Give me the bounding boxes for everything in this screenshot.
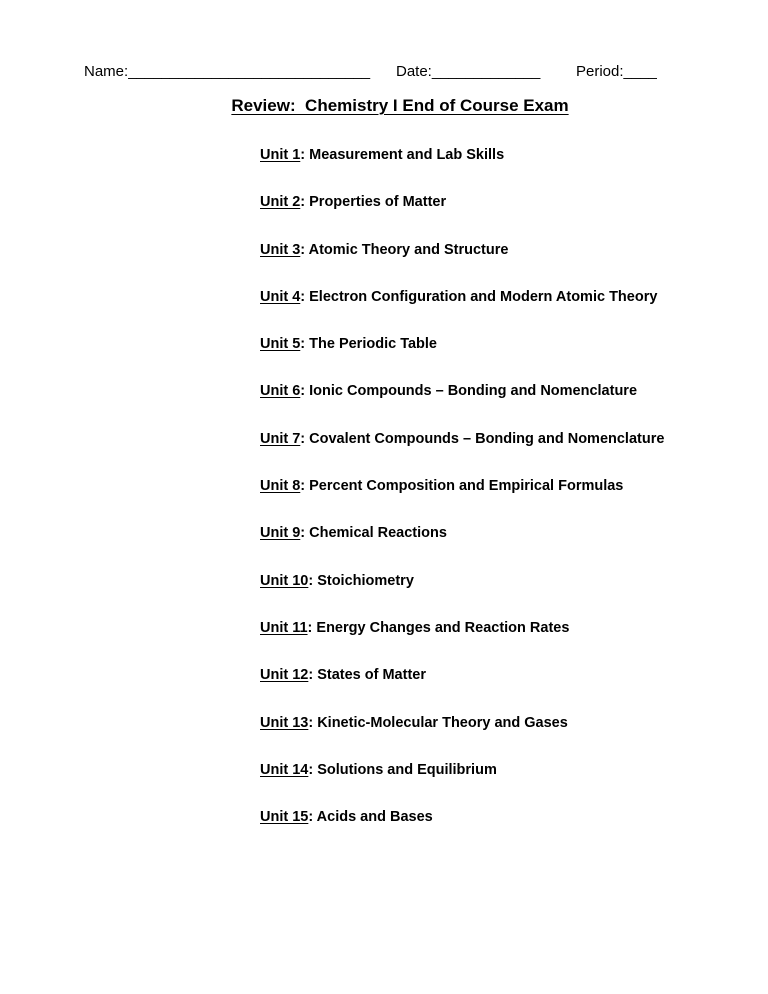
unit-separator: : [300, 288, 310, 305]
unit-label: Unit 3 [260, 241, 301, 258]
unit-label: Unit 12 [260, 667, 309, 684]
unit-separator: : [308, 761, 318, 778]
unit-separator: : [307, 619, 317, 636]
unit-item-13 [260, 714, 664, 732]
unit-label: Unit 8 [260, 478, 301, 495]
unit-label: Unit 1 [260, 147, 301, 163]
unit-title: Ionic Compounds – Bonding and Nomenclature [309, 383, 638, 400]
unit-separator: : [300, 147, 310, 163]
date-label: Date: [396, 63, 432, 80]
unit-item-9 [260, 524, 664, 542]
unit-separator: : [308, 572, 318, 589]
unit-item-15 [260, 808, 664, 826]
unit-separator: : [300, 525, 310, 542]
unit-title: Acids and Bases [316, 809, 433, 826]
unit-label: Unit 6 [260, 383, 301, 400]
unit-label: Unit 15 [260, 809, 309, 826]
unit-title: Energy Changes and Reaction Rates [316, 619, 570, 636]
unit-label: Unit 11 [260, 619, 308, 636]
date-field [396, 63, 540, 81]
unit-title: The Periodic Table [309, 336, 437, 353]
unit-title: Kinetic-Molecular Theory and Gases [317, 714, 568, 731]
unit-title: Measurement and Lab Skills [309, 147, 505, 163]
unit-item-5 [260, 335, 664, 353]
unit-label: Unit 9 [260, 525, 301, 542]
unit-item-2 [260, 193, 664, 211]
unit-label: Unit 2 [260, 194, 301, 211]
unit-label: Unit 5 [260, 336, 301, 353]
page-title-text: Review: Chemistry I End of Course Exam [231, 96, 569, 115]
unit-item-7 [260, 430, 664, 448]
unit-label: Unit 13 [260, 714, 309, 731]
period-label: Period: [576, 63, 624, 80]
unit-title: Solutions and Equilibrium [317, 761, 497, 778]
unit-separator: : [308, 809, 317, 826]
date-blank-line: _____________ [431, 63, 541, 80]
unit-label: Unit 4 [260, 288, 301, 305]
unit-separator: : [300, 430, 310, 447]
unit-separator: : [300, 478, 310, 495]
unit-label: Unit 10 [260, 572, 309, 589]
unit-title: States of Matter [317, 667, 426, 684]
unit-item-11 [260, 619, 664, 637]
unit-separator: : [308, 714, 318, 731]
name-label: Name: [84, 63, 129, 80]
unit-title: Percent Composition and Empirical Formulas [309, 478, 624, 495]
unit-label: Unit 14 [260, 761, 309, 778]
unit-title: Electron Configuration and Modern Atomic Theory [309, 288, 658, 305]
unit-separator: : [300, 241, 309, 258]
unit-title: Atomic Theory and Structure [308, 241, 509, 258]
unit-item-10 [260, 572, 664, 590]
unit-item-8 [260, 477, 664, 495]
name-field [84, 63, 370, 81]
unit-item-6 [260, 382, 664, 400]
unit-title: Covalent Compounds – Bonding and Nomenclature [309, 430, 665, 447]
header-row [0, 63, 768, 83]
unit-item-14 [260, 761, 664, 779]
period-blank-line: ____ [623, 63, 657, 80]
unit-list [260, 146, 664, 826]
unit-separator: : [300, 383, 310, 400]
unit-separator: : [300, 336, 310, 353]
unit-separator: : [308, 667, 318, 684]
period-field [576, 63, 657, 81]
page-title [0, 95, 768, 117]
unit-title: Stoichiometry [317, 572, 414, 589]
unit-title: Properties of Matter [309, 194, 447, 211]
unit-title: Chemical Reactions [309, 525, 447, 542]
unit-item-12 [260, 666, 664, 684]
unit-label: Unit 7 [260, 430, 301, 447]
name-blank-line: _____________________________ [128, 63, 371, 80]
unit-item-4 [260, 288, 664, 306]
unit-item-1 [260, 146, 664, 164]
unit-item-3 [260, 241, 664, 259]
unit-separator: : [300, 194, 310, 211]
